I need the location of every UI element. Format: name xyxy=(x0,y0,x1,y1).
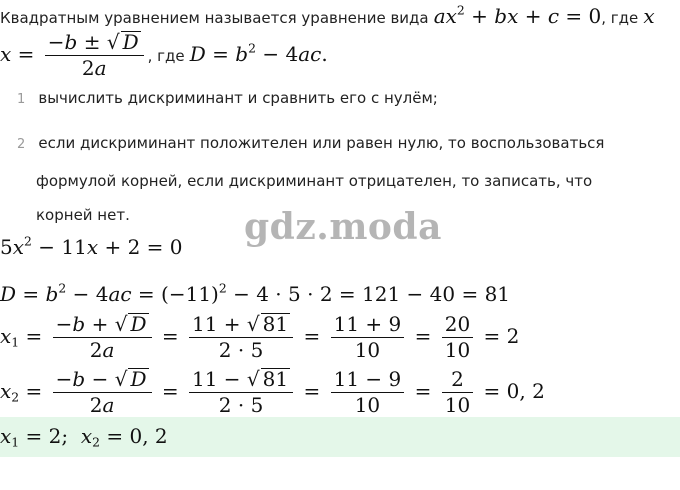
step-2-line-2: формулой корней, если дискриминант отрицателен, то записать, что xyxy=(36,172,593,190)
root-formula-fraction: $\frac{-b \pm √ D}{2a}$ xyxy=(45,30,144,76)
intro-line-1 xyxy=(0,4,655,32)
step-2 xyxy=(17,133,604,152)
step-2-line-3: корней нет. xyxy=(36,206,130,224)
step-1-number: 1 xyxy=(17,92,26,107)
discriminant-formula: $D = b^2 - 4ac$. xyxy=(189,40,328,66)
quadratic-general-form: $ax^2$ + bx + c = 0 xyxy=(433,2,602,28)
x2-computation-clip xyxy=(0,367,680,415)
discriminant-computation: $D = b^2 - 4ac = (-11)^2 - 4 \cdot 5 \cdot 2 = 121 - 40 = 81$ xyxy=(0,280,511,306)
step-1 xyxy=(17,88,438,107)
step-1-text: вычислить дискриминант и сравнить его с нулём; xyxy=(38,89,438,107)
root-formula: x = $\frac{-b \pm √ D}{2a}$ xyxy=(0,42,148,66)
answer: $x_1 = 2$; $x_2 = 0$, 2 xyxy=(0,424,168,450)
intro-line-2 xyxy=(0,30,680,76)
intro-where: , где xyxy=(601,9,639,27)
x1-computation: $x_1$ = $\frac{-b + √ D}{2a}$ = $\frac{11 + √ 81}{2 \cdot 5}$ = $\frac{11 + 9}{10}$ = $\frac{20}{10}$ = 2 xyxy=(0,312,520,362)
step-2-line-1: если дискриминант положителен или равен нулю, то воспользоваться xyxy=(38,134,605,152)
watermark-logo: gdz.moda xyxy=(244,206,442,248)
x2-computation: $x_2$ = $\frac{-b - √ D}{2a}$ = $\frac{11 - √ 81}{2 \cdot 5}$ = $\frac{11 - 9}{10}$ = $\frac{2}{10}$ = 0, 2 xyxy=(0,367,545,415)
equation: $5x^2 - 11x + 2 = 0$ xyxy=(0,233,183,259)
variable-x: x xyxy=(643,4,655,28)
intro-where-2: , где xyxy=(147,47,185,65)
answer-box xyxy=(0,417,680,457)
step-2-number: 2 xyxy=(17,137,26,152)
intro-text: Квадратным уравнением называется уравнение вида xyxy=(0,9,429,27)
